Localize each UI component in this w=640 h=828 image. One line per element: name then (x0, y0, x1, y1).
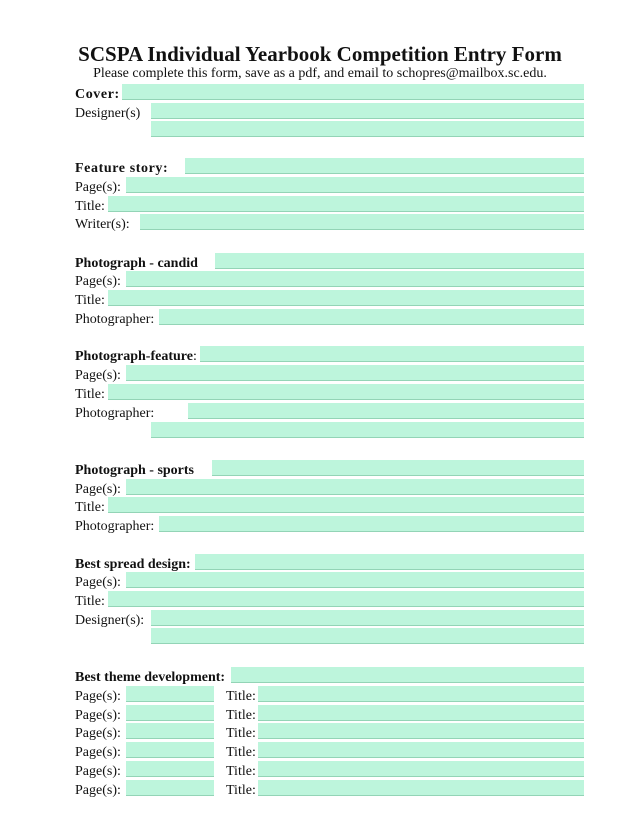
spread-design-field[interactable] (195, 554, 584, 570)
form-instructions: Please complete this form, save as a pdf, and email to schopres@mailbox.sc.edu. (93, 66, 547, 81)
cover-heading: Cover: (75, 87, 120, 102)
spread-design-title-label: Title: (75, 594, 105, 609)
theme-pages-label: Page(s): (75, 708, 121, 723)
theme-pages-field[interactable] (126, 780, 214, 796)
photo-candid-pages-label: Page(s): (75, 274, 121, 289)
feature-story-writers-field[interactable] (140, 214, 584, 230)
feature-story-title-label: Title: (75, 199, 105, 214)
photo-feature-heading: Photograph-feature (75, 349, 193, 364)
photo-candid-photographer-label: Photographer: (75, 312, 155, 327)
cover-designers-label: Designer(s) (75, 106, 141, 121)
spread-design-title-field[interactable] (108, 591, 584, 607)
feature-story-pages-label: Page(s): (75, 180, 121, 195)
theme-pages-field[interactable] (126, 686, 214, 702)
theme-pages-field[interactable] (126, 723, 214, 739)
theme-pages-field[interactable] (126, 761, 214, 777)
feature-story-heading: Feature story: (75, 161, 169, 176)
theme-title-field[interactable] (258, 761, 584, 777)
feature-story-pages-field[interactable] (126, 177, 584, 193)
cover-designers-field-2[interactable] (151, 121, 584, 137)
photo-sports-title-label: Title: (75, 500, 105, 515)
spread-design-designers-label: Designer(s): (75, 613, 145, 628)
feature-story-field[interactable] (185, 158, 584, 174)
theme-title-field[interactable] (258, 723, 584, 739)
photo-sports-pages-label: Page(s): (75, 482, 121, 497)
theme-pages-label: Page(s): (75, 689, 121, 704)
spread-design-designers-field-1[interactable] (151, 610, 584, 626)
theme-pages-field[interactable] (126, 705, 214, 721)
spread-design-heading: Best spread design: (75, 557, 191, 572)
feature-story-writers-label: Writer(s): (75, 217, 130, 232)
theme-title-label: Title: (226, 745, 256, 760)
theme-pages-label: Page(s): (75, 764, 121, 779)
theme-pages-label: Page(s): (75, 783, 121, 798)
photo-candid-field[interactable] (215, 253, 584, 269)
theme-title-label: Title: (226, 726, 256, 741)
photo-candid-heading: Photograph - candid (75, 256, 198, 271)
theme-title-label: Title: (226, 689, 256, 704)
photo-feature-photographer-field-2[interactable] (151, 422, 584, 438)
photo-feature-title-label: Title: (75, 387, 105, 402)
spread-design-designers-field-2[interactable] (151, 628, 584, 644)
photo-sports-field[interactable] (212, 460, 584, 476)
photo-sports-photographer-label: Photographer: (75, 519, 155, 534)
spread-design-pages-label: Page(s): (75, 575, 121, 590)
photo-feature-heading-colon: : (192, 349, 197, 364)
theme-pages-label: Page(s): (75, 726, 121, 741)
theme-title-label: Title: (226, 764, 256, 779)
photo-sports-title-field[interactable] (108, 497, 584, 513)
photo-feature-photographer-field-1[interactable] (188, 403, 584, 419)
photo-candid-title-label: Title: (75, 293, 105, 308)
photo-feature-photographer-label: Photographer: (75, 406, 155, 421)
theme-pages-field[interactable] (126, 742, 214, 758)
theme-development-heading: Best theme development: (75, 670, 226, 685)
photo-feature-pages-field[interactable] (126, 365, 584, 381)
theme-title-label: Title: (226, 783, 256, 798)
photo-sports-photographer-field[interactable] (159, 516, 584, 532)
form-title: SCSPA Individual Yearbook Competition Entry Form (78, 42, 562, 66)
theme-pages-label: Page(s): (75, 745, 121, 760)
photo-feature-field[interactable] (200, 346, 584, 362)
photo-sports-pages-field[interactable] (126, 479, 584, 495)
spread-design-pages-field[interactable] (126, 572, 584, 588)
photo-candid-pages-field[interactable] (126, 271, 584, 287)
photo-feature-pages-label: Page(s): (75, 368, 121, 383)
photo-candid-photographer-field[interactable] (159, 309, 584, 325)
theme-development-field[interactable] (231, 667, 584, 683)
theme-title-field[interactable] (258, 686, 584, 702)
photo-feature-title-field[interactable] (108, 384, 584, 400)
photo-sports-heading: Photograph - sports (75, 463, 195, 478)
theme-title-label: Title: (226, 708, 256, 723)
photo-candid-title-field[interactable] (108, 290, 584, 306)
theme-title-field[interactable] (258, 705, 584, 721)
cover-field[interactable] (122, 84, 584, 100)
photo-feature-heading-line (75, 348, 197, 365)
theme-title-field[interactable] (258, 742, 584, 758)
cover-designers-field-1[interactable] (151, 103, 584, 119)
theme-title-field[interactable] (258, 780, 584, 796)
feature-story-title-field[interactable] (108, 196, 584, 212)
